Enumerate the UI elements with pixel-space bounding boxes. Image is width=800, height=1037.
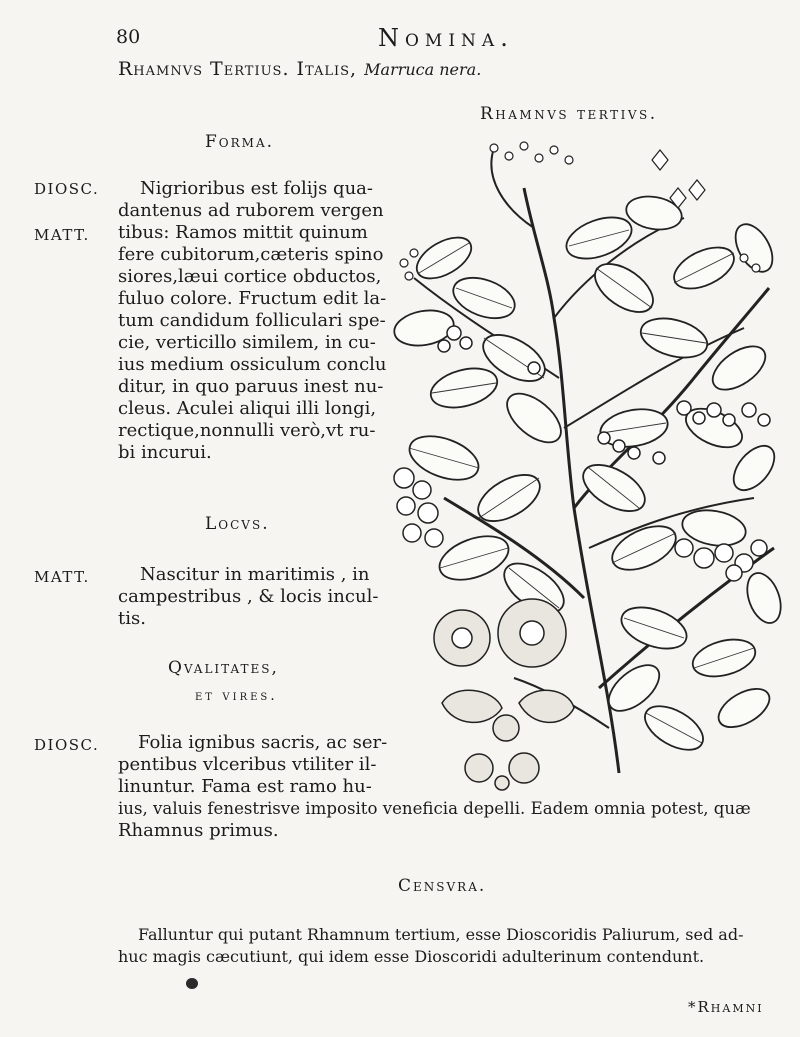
forma-line: fuluo colore. Fructum edit la- bbox=[118, 288, 387, 309]
censura-line: Falluntur qui putant Rhamnum tertium, esse Dioscoridis Paliurum, sed ad- bbox=[138, 925, 744, 944]
ink-spot bbox=[186, 978, 198, 989]
qualitates-line: pentibus vlceribus vtiliter il- bbox=[118, 754, 377, 775]
rhamnus-woodcut-illustration bbox=[384, 128, 796, 808]
qualitates-line: linuntur. Fama est ramo hu- bbox=[118, 776, 372, 797]
plant-name-line bbox=[118, 58, 481, 81]
seed-details bbox=[434, 599, 574, 790]
margin-label-diosc: DIOSC. bbox=[34, 180, 100, 198]
qualitates-subheading: et vires. bbox=[195, 688, 278, 704]
forma-line: fere cubitorum,cæteris spino bbox=[118, 244, 384, 265]
margin-label-matt: MATT. bbox=[34, 226, 90, 244]
plate-title: Rhamnvs tertivs. bbox=[480, 104, 658, 124]
forma-line: cie, verticillo similem, in cu- bbox=[118, 332, 376, 353]
qualitates-line: ius, valuis fenestrisve imposito veneficia depelli. Eadem omnia potest, quæ bbox=[118, 799, 751, 818]
qualitates-line: Folia ignibus sacris, ac ser- bbox=[138, 732, 388, 753]
page-number: 80 bbox=[116, 26, 141, 48]
locus-line: campestribus , & locis incul- bbox=[118, 586, 379, 607]
forma-line: ditur, in quo paruus inest nu- bbox=[118, 376, 384, 397]
plant-name-roman: Rhamnvs Tertius. Italis, bbox=[118, 58, 358, 80]
forma-text bbox=[118, 178, 387, 464]
running-title: Nomina. bbox=[378, 24, 514, 52]
margin-label-diosc-qualitates: DIOSC. bbox=[34, 736, 100, 754]
forma-line: dantenus ad ruborem vergen bbox=[118, 200, 384, 221]
forma-line: ius medium ossiculum conclu bbox=[118, 354, 387, 375]
forma-line: bi incurui. bbox=[118, 442, 212, 463]
catchword: *Rhamni bbox=[688, 998, 764, 1016]
censura-heading: Censvra. bbox=[398, 876, 487, 896]
qualitates-line: Rhamnus primus. bbox=[118, 820, 279, 841]
locus-line: tis. bbox=[118, 608, 146, 629]
locus-line: Nascitur in maritimis , in bbox=[140, 564, 370, 585]
forma-line: siores,læui cortice obductos, bbox=[118, 266, 382, 287]
forma-line: tum candidum folliculari spe- bbox=[118, 310, 386, 331]
qualitates-heading: Qvalitates, bbox=[168, 658, 279, 678]
forma-line: tibus: Ramos mittit quinum bbox=[118, 222, 368, 243]
locus-heading: Locvs. bbox=[205, 514, 270, 534]
forma-line: Nigrioribus est folijs qua- bbox=[140, 178, 373, 199]
forma-line: cleus. Aculei aliqui illi longi, bbox=[118, 398, 377, 419]
forma-heading: Forma. bbox=[205, 132, 275, 152]
forma-line: rectique,nonnulli verò,vt ru- bbox=[118, 420, 376, 441]
leaves-group bbox=[392, 192, 787, 758]
margin-label-matt-locus: MATT. bbox=[34, 568, 90, 586]
censura-line: huc magis cæcutiunt, qui idem esse Dioscoridi adulterinum contendunt. bbox=[118, 947, 705, 966]
locus-text bbox=[118, 564, 378, 630]
plant-name-italian: Marruca nera. bbox=[364, 60, 482, 79]
censura-text bbox=[118, 924, 744, 968]
